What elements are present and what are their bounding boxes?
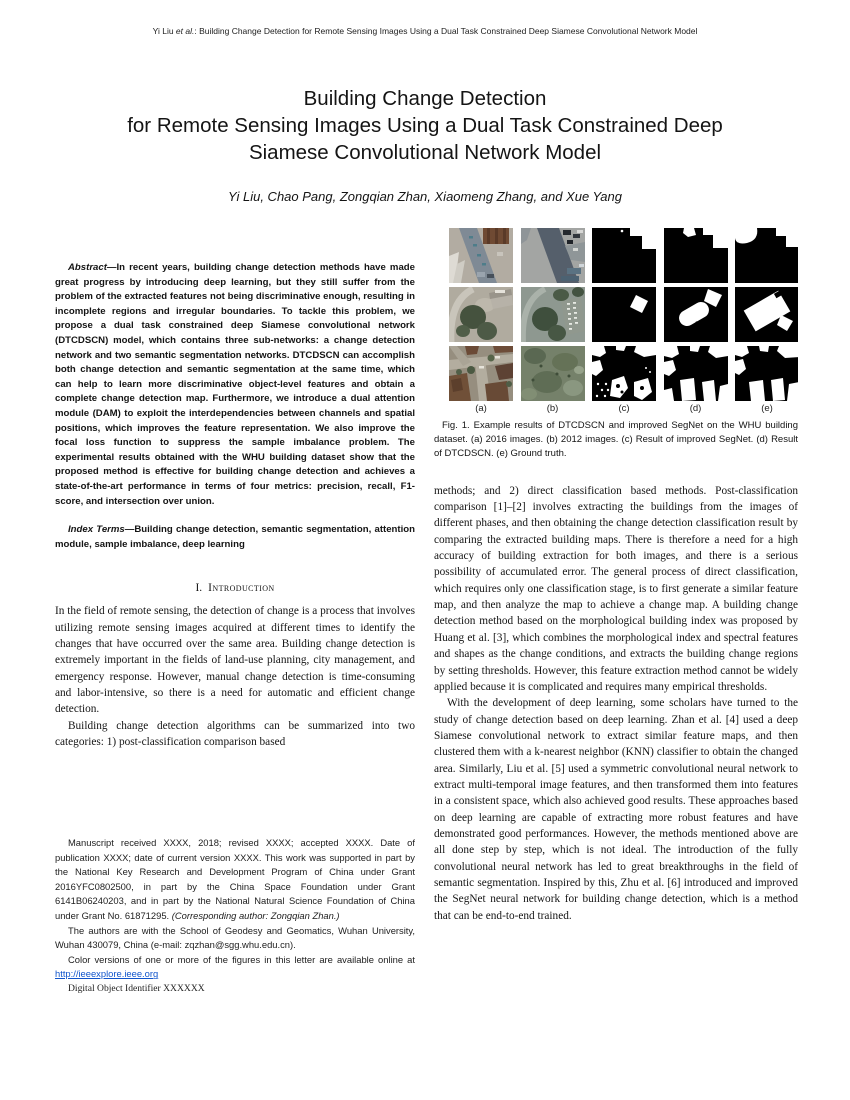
fig1-dtcdscn-result-row3	[664, 346, 728, 401]
fig1-dtcdscn-result-row1	[664, 228, 728, 283]
paragraph: With the development of deep learning, some scholars have turned to the study of change detection based on deep learning. Zhan et al. [4] used a deep Siamese convolutional network to extract similar feature maps, and then clustered them with a k-nearest neighbor (KNN) classifier to obtain the changed area. Similarly, Liu et al. [5] used a symmetric convolutional neural network to extract multi-temporal image features, and then transformed them into features in a consistent space, which also achieved good results. These approaches based on deep learning are capable of extracting more robust features and have demonstrated good performances. However, the methods mentioned above are all done step by step, which is not ideal. The introduction of the fully convolutional neural network has led to great breakthroughs in the field of semantic segmentation. Inspired by this, Zhu et al. [6] introduced and improved the SegNet neural network for building change detection, which is a method that can be end-to-end trained.	[434, 697, 798, 922]
running-header	[0, 26, 850, 36]
index-terms-paragraph	[55, 523, 415, 552]
ieeexplore-link[interactable]: http://ieeexplore.ieee.org	[55, 968, 159, 980]
fig1-label-b: (b)	[546, 403, 559, 414]
fig1-2016-image-row2	[449, 287, 513, 342]
page-title	[0, 85, 850, 166]
paragraph: Building change detection algorithms can be summarized into two categories: 1) post-classification comparison based	[55, 719, 415, 749]
footnote-color-versions: Color versions of one or more of the figures in this letter are available online at http://ieeexplore.ieee.org	[55, 953, 415, 980]
title-line-3: Siamese Convolutional Network Model	[248, 141, 602, 164]
fig1-ground-truth-row1	[735, 228, 798, 283]
author-list: Yi Liu, Chao Pang, Zongqian Zhan, Xiaomeng Zhang, and Xue Yang	[228, 189, 622, 204]
right-column	[434, 228, 798, 1043]
section-heading-introduction	[55, 582, 415, 594]
index-terms-lead: Index Terms	[68, 524, 125, 536]
fig1-segnet-result-row2	[592, 287, 656, 342]
abstract-lead: Abstract	[68, 262, 107, 273]
figure1-image-grid	[449, 228, 798, 401]
index-terms-text: —Building change detection, semantic segmentation, attention module, sample imbalance, deep learning	[55, 524, 415, 550]
fig1-2012-image-row2	[521, 287, 585, 342]
fig1-2016-image-row3	[449, 346, 513, 401]
abstract-text: —In recent years, building change detection methods have made great progress by introducing deep learning, but they still suffer from the problem of the extracted features not being discriminative enough, resulting in incomplete regions and irregular boundaries. To tackle this problem, we propose a dual task constrained deep Siamese convolutional network (DTCDSCN) model, which contains three sub-networks: a change detection network and two semantic segmentation networks. DTCDSCN can accomplish both change detection and semantic segmentation at the same time, which can help to learn more discriminative object-level features and obtain a complete change detection map. Furthermore, we introduce a dual attention module (DAM) to exploit the interdependencies between channels and spatial positions, which improves the feature representation. We also improve the focal loss function to suppress the sample imbalance problem. The experimental results obtained with the WHU building dataset show that the proposed method is effective for building change detection and achieves a state-of-the-art performance in terms of four metrics: precision, recall, F1-score, and intersection over union.	[55, 262, 415, 507]
fig1-label-a: (a)	[475, 403, 487, 414]
footnote-manuscript: Manuscript received XXXX, 2018; revised XXXX; accepted XXXX. Date of publication XXXX; date of current version XXXX. This work was supported in part by the National Key Research and Development Program of China under Grant 2016YFC0802500, in part by the China Space Foundation under Grant 6141B06240203, and in part by the National Natural Science Foundation of China under Grant No. 61871295. (Corresponding author: Zongqian Zhan.)	[55, 837, 415, 921]
title-line-2: for Remote Sensing Images Using a Dual Task Constrained Deep	[127, 114, 723, 137]
first-page-footnote	[55, 836, 415, 997]
fig1-2012-image-row1	[521, 228, 585, 283]
fig1-2016-image-row1	[449, 228, 513, 283]
running-header-title: : Building Change Detection for Remote Sensing Images Using a Dual Task Constrained Deep Siamese Convolutional Network Model	[194, 26, 698, 36]
figure1-caption	[434, 419, 798, 461]
figure1-column-labels	[449, 403, 798, 414]
index-terms	[55, 523, 415, 552]
figure1-caption-lead: Fig. 1.	[442, 420, 470, 431]
fig1-2012-image-row3	[521, 346, 585, 401]
corresponding-author-note: (Corresponding author: Zongqian Zhan.)	[171, 909, 340, 921]
fig1-ground-truth-row2	[735, 287, 798, 342]
paragraph: methods; and 2) direct classification based methods. Post-classification comparison [1]–[2] involves extracting the buildings from the images of different phases, and then obtaining the change detection classification result by comparing the extracted building maps. There is therefore a need for a high accuracy of building extraction for both images, and there is a serious possibility of accumulated error. The general process of direct classification, which requires only one classification stage, is to first generate a similar feature map, and then analyze the map to achieve a change map. A building change detection method based on the morphological building index was proposed by Huang et al. [3], which combines the morphological index and spectral features and shapes as the change conditions, and extracts the building change regions by setting thresholds. However, this feature extraction method cannot be widely applied because it is complicated and requires many empirical thresholds.	[434, 484, 798, 693]
abstract	[55, 261, 415, 509]
introduction-body	[55, 603, 415, 750]
title-line-1: Building Change Detection	[303, 87, 547, 110]
figure1-caption-text: Fig. 1. Example results of DTCDSCN and improved SegNet on the WHU building dataset. (a) 2016 images. (b) 2012 images. (c) Result of improved SegNet. (d) Result of DTCDSCN. (e) Ground truth.	[434, 420, 798, 459]
section-title: Introduction	[208, 582, 275, 595]
fig1-dtcdscn-result-row2	[664, 287, 728, 342]
fig1-label-d: (d)	[689, 403, 702, 414]
paragraph: In the field of remote sensing, the detection of change is a process that involves utilizing remote sensing images acquired at different times to identify the changes that have occurred over the same area. Building change detection is extremely important in the fields of land-use planning, city management, and emergency response. However, manual change detection is time-consuming and labor-intensive, so there is a need for automatic and efficient change detection.	[55, 605, 415, 716]
running-header-authors: Yi Liu	[152, 26, 176, 36]
fig1-segnet-result-row1	[592, 228, 656, 283]
running-header-etal: et al.	[175, 26, 195, 36]
fig1-label-c: (c)	[618, 403, 630, 414]
fig1-segnet-result-row3	[592, 346, 656, 401]
footnote-affiliation: The authors are with the School of Geodesy and Geomatics, Wuhan University, Wuhan 430079, China (e-mail: zqzhan@sgg.whu.edu.cn).	[55, 924, 415, 951]
fig1-label-e: (e)	[761, 403, 773, 414]
right-column-body	[434, 483, 798, 924]
section-number: I.	[195, 582, 203, 595]
footnote-doi: Digital Object Identifier XXXXXX	[68, 982, 205, 994]
abstract-paragraph	[55, 261, 415, 509]
left-column	[55, 228, 415, 834]
fig1-ground-truth-row3	[735, 346, 798, 401]
